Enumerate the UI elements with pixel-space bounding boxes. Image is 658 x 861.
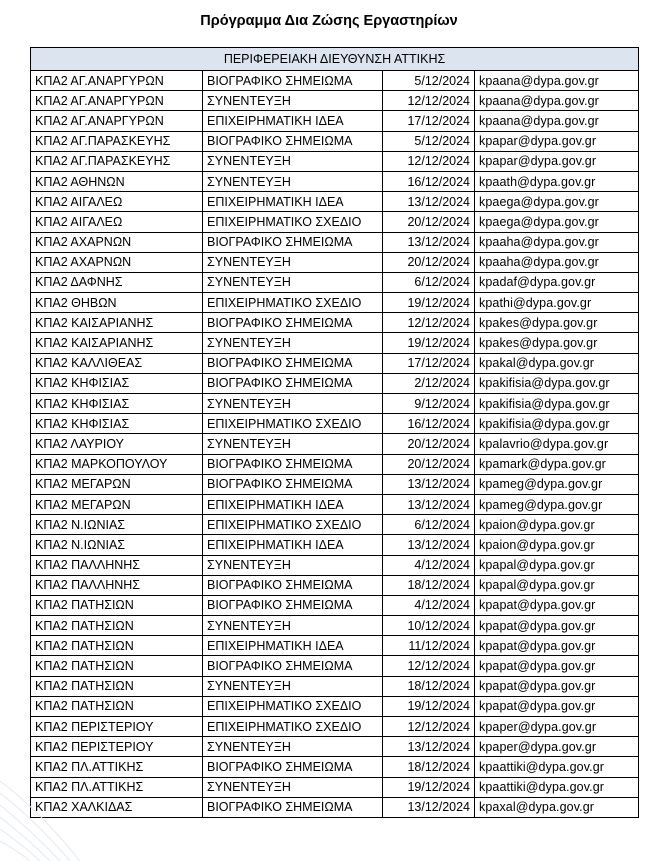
email-cell: kpapar@dypa.gov.gr [475, 131, 639, 151]
workshop-cell: ΕΠΙΧΕΙΡΗΜΑΤΙΚΗ ΙΔΕΑ [203, 111, 383, 131]
office-cell: ΚΠΑ2 ΠΛ.ΑΤΤΙΚΗΣ [31, 757, 203, 777]
workshop-cell: ΕΠΙΧΕΙΡΗΜΑΤΙΚΗ ΙΔΕΑ [203, 535, 383, 555]
email-cell: kpalavrio@dypa.gov.gr [475, 434, 639, 454]
office-cell: ΚΠΑ2 ΑΓ.ΠΑΡΑΣΚΕΥΗΣ [31, 151, 203, 171]
date-cell: 17/12/2024 [383, 353, 475, 373]
office-cell: ΚΠΑ2 ΠΑΤΗΣΙΩΝ [31, 676, 203, 696]
table-row [31, 272, 639, 292]
workshop-cell: ΕΠΙΧΕΙΡΗΜΑΤΙΚΟ ΣΧΕΔΙΟ [203, 717, 383, 737]
workshop-cell: ΒΙΟΓΡΑΦΙΚΟ ΣΗΜΕΙΩΜΑ [203, 757, 383, 777]
email-cell: kpaper@dypa.gov.gr [475, 717, 639, 737]
email-cell: kpapat@dypa.gov.gr [475, 616, 639, 636]
office-cell: ΚΠΑ2 ΑΓ.ΑΝΑΡΓΥΡΩΝ [31, 91, 203, 111]
table-row [31, 353, 639, 373]
date-cell: 12/12/2024 [383, 656, 475, 676]
table-row [31, 293, 639, 313]
office-cell: ΚΠΑ2 ΑΓ.ΠΑΡΑΣΚΕΥΗΣ [31, 131, 203, 151]
office-cell: ΚΠΑ2 ΑΧΑΡΝΩΝ [31, 232, 203, 252]
date-cell: 13/12/2024 [383, 192, 475, 212]
workshop-cell: ΕΠΙΧΕΙΡΗΜΑΤΙΚΟ ΣΧΕΔΙΟ [203, 414, 383, 434]
region-header: ΠΕΡΙΦΕΡΕΙΑΚΗ ΔΙΕΥΘΥΝΣΗ ΑΤΤΙΚΗΣ [31, 48, 639, 71]
region-header-row [31, 48, 639, 71]
workshop-cell: ΣΥΝΕΝΤΕΥΞΗ [203, 91, 383, 111]
workshop-cell: ΣΥΝΕΝΤΕΥΞΗ [203, 272, 383, 292]
table-row [31, 394, 639, 414]
table-row [31, 192, 639, 212]
office-cell: ΚΠΑ2 ΔΑΦΝΗΣ [31, 272, 203, 292]
workshop-cell: ΕΠΙΧΕΙΡΗΜΑΤΙΚΗ ΙΔΕΑ [203, 636, 383, 656]
email-cell: kpakal@dypa.gov.gr [475, 353, 639, 373]
email-cell: kpaaha@dypa.gov.gr [475, 232, 639, 252]
table-row [31, 636, 639, 656]
workshop-cell: ΣΥΝΕΝΤΕΥΞΗ [203, 777, 383, 797]
office-cell: ΚΠΑ2 ΚΗΦΙΣΙΑΣ [31, 373, 203, 393]
office-cell: ΚΠΑ2 ΧΑΛΚΙΔΑΣ [31, 797, 203, 817]
email-cell: kpameg@dypa.gov.gr [475, 494, 639, 514]
table-row [31, 757, 639, 777]
date-cell: 18/12/2024 [383, 757, 475, 777]
email-cell: kpakifisia@dypa.gov.gr [475, 414, 639, 434]
date-cell: 6/12/2024 [383, 515, 475, 535]
office-cell: ΚΠΑ2 ΑΓ.ΑΝΑΡΓΥΡΩΝ [31, 111, 203, 131]
table-row [31, 515, 639, 535]
date-cell: 17/12/2024 [383, 111, 475, 131]
date-cell: 19/12/2024 [383, 293, 475, 313]
email-cell: kpamark@dypa.gov.gr [475, 454, 639, 474]
workshop-cell: ΣΥΝΕΝΤΕΥΞΗ [203, 737, 383, 757]
office-cell: ΚΠΑ2 Ν.ΙΩΝΙΑΣ [31, 535, 203, 555]
table-row [31, 474, 639, 494]
date-cell: 2/12/2024 [383, 373, 475, 393]
table-row [31, 313, 639, 333]
workshop-cell: ΣΥΝΕΝΤΕΥΞΗ [203, 616, 383, 636]
date-cell: 19/12/2024 [383, 333, 475, 353]
table-row [31, 91, 639, 111]
email-cell: kpaana@dypa.gov.gr [475, 111, 639, 131]
table-row [31, 434, 639, 454]
date-cell: 11/12/2024 [383, 636, 475, 656]
workshop-cell: ΕΠΙΧΕΙΡΗΜΑΤΙΚΟ ΣΧΕΔΙΟ [203, 212, 383, 232]
email-cell: kpaaha@dypa.gov.gr [475, 252, 639, 272]
workshop-cell: ΣΥΝΕΝΤΕΥΞΗ [203, 555, 383, 575]
email-cell: kpapal@dypa.gov.gr [475, 555, 639, 575]
office-cell: ΚΠΑ2 ΚΑΛΛΙΘΕΑΣ [31, 353, 203, 373]
email-cell: kpaattiki@dypa.gov.gr [475, 757, 639, 777]
office-cell: ΚΠΑ2 ΘΗΒΩΝ [31, 293, 203, 313]
email-cell: kpaxal@dypa.gov.gr [475, 797, 639, 817]
date-cell: 20/12/2024 [383, 454, 475, 474]
email-cell: kpapat@dypa.gov.gr [475, 595, 639, 615]
table-row [31, 737, 639, 757]
date-cell: 6/12/2024 [383, 272, 475, 292]
table-row [31, 717, 639, 737]
date-cell: 4/12/2024 [383, 555, 475, 575]
workshop-cell: ΣΥΝΕΝΤΕΥΞΗ [203, 171, 383, 191]
table-row [31, 797, 639, 817]
date-cell: 4/12/2024 [383, 595, 475, 615]
table-row [31, 454, 639, 474]
office-cell: ΚΠΑ2 ΠΑΤΗΣΙΩΝ [31, 656, 203, 676]
workshop-cell: ΒΙΟΓΡΑΦΙΚΟ ΣΗΜΕΙΩΜΑ [203, 575, 383, 595]
email-cell: kpaath@dypa.gov.gr [475, 171, 639, 191]
date-cell: 19/12/2024 [383, 777, 475, 797]
office-cell: ΚΠΑ2 ΜΕΓΑΡΩΝ [31, 494, 203, 514]
workshop-cell: ΕΠΙΧΕΙΡΗΜΑΤΙΚΟ ΣΧΕΔΙΟ [203, 696, 383, 716]
workshop-cell: ΕΠΙΧΕΙΡΗΜΑΤΙΚΗ ΙΔΕΑ [203, 494, 383, 514]
email-cell: kpaega@dypa.gov.gr [475, 192, 639, 212]
office-cell: ΚΠΑ2 ΠΑΤΗΣΙΩΝ [31, 595, 203, 615]
date-cell: 13/12/2024 [383, 535, 475, 555]
email-cell: kpaana@dypa.gov.gr [475, 91, 639, 111]
table-row [31, 232, 639, 252]
table-row [31, 71, 639, 91]
workshop-cell: ΣΥΝΕΝΤΕΥΞΗ [203, 394, 383, 414]
workshop-cell: ΒΙΟΓΡΑΦΙΚΟ ΣΗΜΕΙΩΜΑ [203, 797, 383, 817]
workshop-cell: ΕΠΙΧΕΙΡΗΜΑΤΙΚΟ ΣΧΕΔΙΟ [203, 515, 383, 535]
email-cell: kpakes@dypa.gov.gr [475, 333, 639, 353]
office-cell: ΚΠΑ2 ΚΑΙΣΑΡΙΑΝΗΣ [31, 333, 203, 353]
table-row [31, 676, 639, 696]
office-cell: ΚΠΑ2 ΠΕΡΙΣΤΕΡΙΟΥ [31, 737, 203, 757]
office-cell: ΚΠΑ2 ΑΙΓΑΛΕΩ [31, 192, 203, 212]
table-row [31, 777, 639, 797]
table-row [31, 616, 639, 636]
workshop-cell: ΒΙΟΓΡΑΦΙΚΟ ΣΗΜΕΙΩΜΑ [203, 313, 383, 333]
date-cell: 13/12/2024 [383, 494, 475, 514]
date-cell: 20/12/2024 [383, 434, 475, 454]
date-cell: 5/12/2024 [383, 71, 475, 91]
workshop-cell: ΒΙΟΓΡΑΦΙΚΟ ΣΗΜΕΙΩΜΑ [203, 656, 383, 676]
office-cell: ΚΠΑ2 ΜΕΓΑΡΩΝ [31, 474, 203, 494]
office-cell: ΚΠΑ2 ΠΑΛΛΗΝΗΣ [31, 575, 203, 595]
office-cell: ΚΠΑ2 ΠΑΤΗΣΙΩΝ [31, 616, 203, 636]
email-cell: kpaion@dypa.gov.gr [475, 535, 639, 555]
date-cell: 13/12/2024 [383, 474, 475, 494]
workshop-cell: ΣΥΝΕΝΤΕΥΞΗ [203, 434, 383, 454]
office-cell: ΚΠΑ2 ΚΗΦΙΣΙΑΣ [31, 414, 203, 434]
email-cell: kpakifisia@dypa.gov.gr [475, 394, 639, 414]
date-cell: 16/12/2024 [383, 171, 475, 191]
office-cell: ΚΠΑ2 ΚΑΙΣΑΡΙΑΝΗΣ [31, 313, 203, 333]
office-cell: ΚΠΑ2 ΑΧΑΡΝΩΝ [31, 252, 203, 272]
email-cell: kpameg@dypa.gov.gr [475, 474, 639, 494]
date-cell: 13/12/2024 [383, 232, 475, 252]
workshop-cell: ΕΠΙΧΕΙΡΗΜΑΤΙΚΗ ΙΔΕΑ [203, 192, 383, 212]
office-cell: ΚΠΑ2 ΑΓ.ΑΝΑΡΓΥΡΩΝ [31, 71, 203, 91]
workshop-cell: ΒΙΟΓΡΑΦΙΚΟ ΣΗΜΕΙΩΜΑ [203, 595, 383, 615]
date-cell: 16/12/2024 [383, 414, 475, 434]
date-cell: 12/12/2024 [383, 151, 475, 171]
date-cell: 19/12/2024 [383, 696, 475, 716]
email-cell: kpapal@dypa.gov.gr [475, 575, 639, 595]
office-cell: ΚΠΑ2 ΠΑΛΛΗΝΗΣ [31, 555, 203, 575]
office-cell: ΚΠΑ2 ΚΗΦΙΣΙΑΣ [31, 394, 203, 414]
date-cell: 12/12/2024 [383, 313, 475, 333]
email-cell: kpaana@dypa.gov.gr [475, 71, 639, 91]
workshop-cell: ΒΙΟΓΡΑΦΙΚΟ ΣΗΜΕΙΩΜΑ [203, 454, 383, 474]
table-row [31, 656, 639, 676]
table-row [31, 575, 639, 595]
workshop-cell: ΣΥΝΕΝΤΕΥΞΗ [203, 151, 383, 171]
email-cell: kpapat@dypa.gov.gr [475, 696, 639, 716]
date-cell: 13/12/2024 [383, 737, 475, 757]
table-row [31, 171, 639, 191]
email-cell: kpaega@dypa.gov.gr [475, 212, 639, 232]
office-cell: ΚΠΑ2 ΠΛ.ΑΤΤΙΚΗΣ [31, 777, 203, 797]
table-row [31, 111, 639, 131]
table-row [31, 151, 639, 171]
table-row [31, 373, 639, 393]
table-row [31, 595, 639, 615]
date-cell: 18/12/2024 [383, 575, 475, 595]
email-cell: kpapat@dypa.gov.gr [475, 676, 639, 696]
office-cell: ΚΠΑ2 ΑΘΗΝΩΝ [31, 171, 203, 191]
email-cell: kpakes@dypa.gov.gr [475, 313, 639, 333]
date-cell: 13/12/2024 [383, 797, 475, 817]
table-row [31, 555, 639, 575]
date-cell: 5/12/2024 [383, 131, 475, 151]
date-cell: 12/12/2024 [383, 717, 475, 737]
table-row [31, 131, 639, 151]
office-cell: ΚΠΑ2 ΜΑΡΚΟΠΟΥΛΟΥ [31, 454, 203, 474]
date-cell: 12/12/2024 [383, 91, 475, 111]
workshop-cell: ΒΙΟΓΡΑΦΙΚΟ ΣΗΜΕΙΩΜΑ [203, 373, 383, 393]
workshop-cell: ΣΥΝΕΝΤΕΥΞΗ [203, 676, 383, 696]
schedule-table [30, 47, 639, 818]
email-cell: kpaattiki@dypa.gov.gr [475, 777, 639, 797]
table-row [31, 535, 639, 555]
email-cell: kpapar@dypa.gov.gr [475, 151, 639, 171]
table-row [31, 696, 639, 716]
date-cell: 20/12/2024 [383, 212, 475, 232]
office-cell: ΚΠΑ2 Ν.ΙΩΝΙΑΣ [31, 515, 203, 535]
email-cell: kpathi@dypa.gov.gr [475, 293, 639, 313]
office-cell: ΚΠΑ2 ΠΑΤΗΣΙΩΝ [31, 696, 203, 716]
date-cell: 9/12/2024 [383, 394, 475, 414]
workshop-cell: ΒΙΟΓΡΑΦΙΚΟ ΣΗΜΕΙΩΜΑ [203, 71, 383, 91]
office-cell: ΚΠΑ2 ΠΕΡΙΣΤΕΡΙΟΥ [31, 717, 203, 737]
workshop-cell: ΒΙΟΓΡΑΦΙΚΟ ΣΗΜΕΙΩΜΑ [203, 131, 383, 151]
email-cell: kpapat@dypa.gov.gr [475, 636, 639, 656]
date-cell: 10/12/2024 [383, 616, 475, 636]
workshop-cell: ΣΥΝΕΝΤΕΥΞΗ [203, 252, 383, 272]
table-row [31, 212, 639, 232]
workshop-cell: ΒΙΟΓΡΑΦΙΚΟ ΣΗΜΕΙΩΜΑ [203, 474, 383, 494]
email-cell: kpapat@dypa.gov.gr [475, 656, 639, 676]
email-cell: kpadaf@dypa.gov.gr [475, 272, 639, 292]
workshop-cell: ΕΠΙΧΕΙΡΗΜΑΤΙΚΟ ΣΧΕΔΙΟ [203, 293, 383, 313]
office-cell: ΚΠΑ2 ΠΑΤΗΣΙΩΝ [31, 636, 203, 656]
workshop-cell: ΒΙΟΓΡΑΦΙΚΟ ΣΗΜΕΙΩΜΑ [203, 353, 383, 373]
email-cell: kpakifisia@dypa.gov.gr [475, 373, 639, 393]
email-cell: kpaion@dypa.gov.gr [475, 515, 639, 535]
table-row [31, 333, 639, 353]
email-cell: kpaper@dypa.gov.gr [475, 737, 639, 757]
office-cell: ΚΠΑ2 ΑΙΓΑΛΕΩ [31, 212, 203, 232]
page-title: Πρόγραμμα Δια Ζώσης Εργαστηρίων [200, 13, 458, 29]
date-cell: 20/12/2024 [383, 252, 475, 272]
table-row [31, 414, 639, 434]
schedule-rows [31, 71, 639, 818]
date-cell: 18/12/2024 [383, 676, 475, 696]
table-row [31, 252, 639, 272]
office-cell: ΚΠΑ2 ΛΑΥΡΙΟΥ [31, 434, 203, 454]
workshop-cell: ΒΙΟΓΡΑΦΙΚΟ ΣΗΜΕΙΩΜΑ [203, 232, 383, 252]
table-row [31, 494, 639, 514]
workshop-cell: ΣΥΝΕΝΤΕΥΞΗ [203, 333, 383, 353]
